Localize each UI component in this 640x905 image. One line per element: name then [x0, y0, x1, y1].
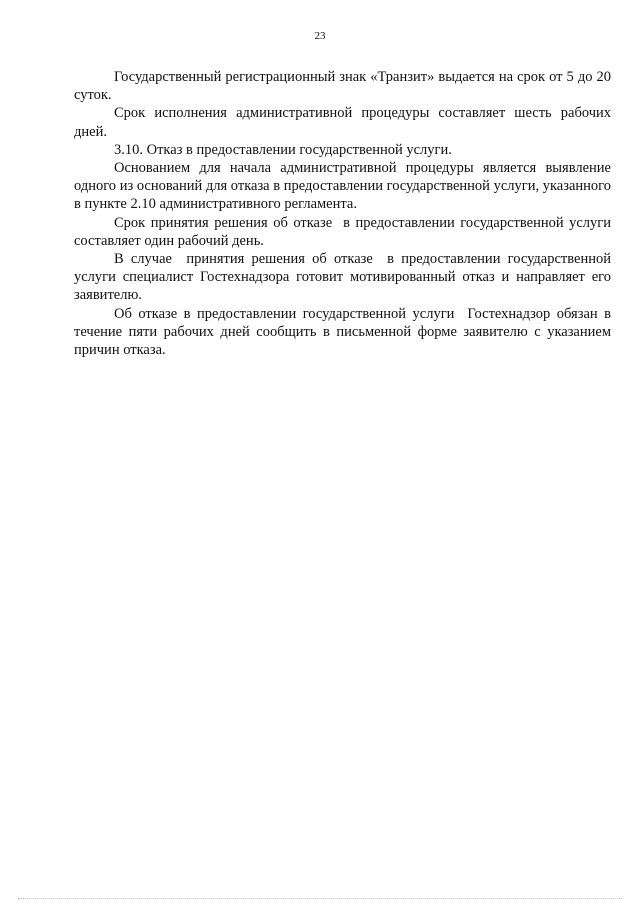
paragraph-written-notice: Об отказе в предоставлении государственной услуги Гостехнадзор обязан в течение пяти рабочих дней сообщить в письменной форме заявителю с указанием причин отказа. — [74, 305, 615, 359]
paragraph-transit-plate: Государственный регистрационный знак «Транзит» выдается на срок от 5 до 20 суток. — [74, 69, 615, 104]
scan-footer-marks — [18, 898, 622, 902]
document-body — [74, 68, 615, 359]
page-number: 23 — [314, 30, 326, 42]
section-heading-3-10: 3.10. Отказ в предоставлении государственной услуги. — [114, 141, 452, 158]
paragraph-motivated-refusal: В случае принятия решения об отказе в предоставлении государственной услуги специалист Гостехнадзора готовит мотивированный отказ и направляет его заявителю. — [74, 251, 615, 304]
paragraph-decision-term: Срок принятия решения об отказе в предоставлении государственной услуги составляет один рабочий день. — [74, 214, 615, 249]
paragraph-procedure-term: Срок исполнения административной процедуры составляет шесть рабочих дней. — [74, 105, 615, 140]
paragraph-refusal-basis: Основанием для начала административной процедуры является выявление одного из оснований для отказа в предоставлении государственной услуги, указанного в пункте 2.10 административного регламента. — [74, 160, 615, 213]
